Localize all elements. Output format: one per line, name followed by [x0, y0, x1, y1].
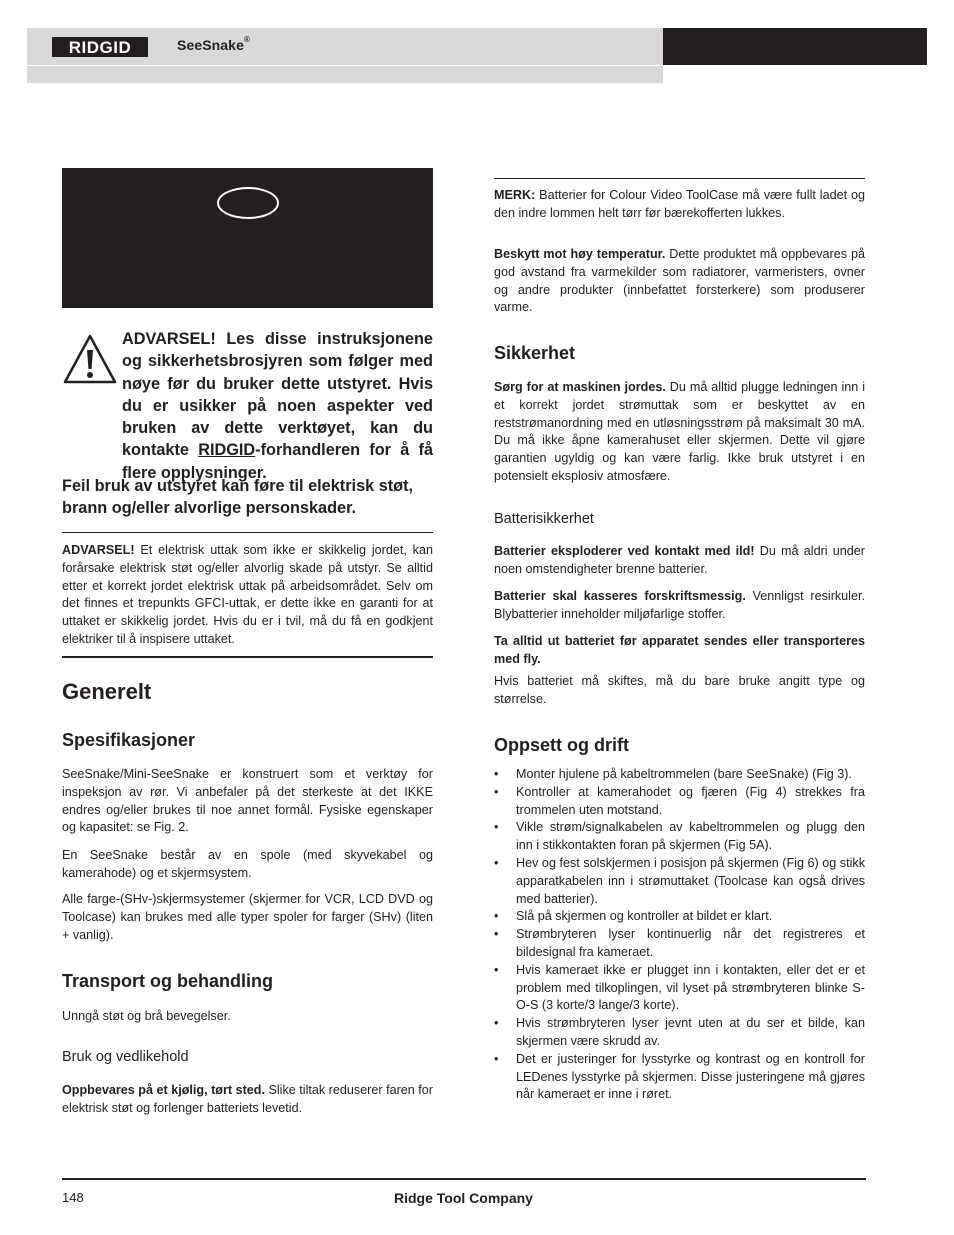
battery-paragraph-3: [494, 633, 865, 669]
footer-company: Ridge Tool Company: [394, 1190, 533, 1206]
header-black-tab: [663, 28, 927, 66]
battery-paragraph-2: [494, 588, 865, 624]
bullet-icon: •: [494, 909, 499, 924]
list-item-text: Hvis kameraet ikke er plugget inn i kontakten, eller det er et problem med tilkoplingen, vil lyset på strømbryteren blinke S-O-S (3 korte/3 lange/3 korte).: [516, 962, 865, 1013]
ground-lead: Sørg for at maskinen jordes.: [494, 380, 666, 394]
heat-lead: Beskytt mot høy temperatur.: [494, 247, 666, 261]
use-paragraph: [62, 1082, 433, 1118]
list-item: [494, 962, 865, 1015]
bullet-icon: •: [494, 962, 499, 977]
list-item-text: Slå på skjermen og kontroller at bildet er klart.: [516, 909, 773, 924]
list-item: [494, 784, 865, 820]
bullet-icon: •: [494, 855, 499, 870]
heat-text: Dette produktet må oppbevares på god avstand fra varmekilder som radiatorer, varmeristers, ovner og andre produkter (innbefattet forsterkere) som produserer varme.: [494, 247, 865, 315]
list-item-text: Det er justeringer for lysstyrke og kontrast og en kontroll for LEDenes lysstyrke på skjermen. Disse justeringene må gjøres når kameraet er inne i røret.: [516, 1051, 865, 1102]
list-item-text: Hev og fest solskjermen i posisjon på skjermen (Fig 6) og stikk apparatkabelen inn i strømuttaket (Toolcase kan også drives med batterier).: [516, 855, 865, 906]
warning-end: -forhandleren for å få flere opplysninger.: [122, 441, 433, 482]
battery-1-lead: Batterier eksploderer ved kontakt med ild!: [494, 544, 755, 558]
list-item: [494, 766, 865, 784]
divider: [494, 178, 865, 179]
list-item-text: Monter hjulene på kabeltrommelen (bare SeeSnake) (Fig 3).: [516, 767, 853, 781]
setup-list: [494, 766, 865, 1104]
ground-text: Du må alltid plugge ledningen inn i et korrekt jordet strømuttak som er beskyttet av en reststrømanordning med en utløsningsstrøm på maksimalt 30 mA. Du må ikke åpne kamerahuset eller skjermen. Dette vil gjøre garantien ugyldig og kan være farlig. Ikke bruk utstyret i en potensielt eksplosiv atmosfære.: [494, 380, 865, 483]
use-lead: Oppbevares på et kjølig, tørt sted.: [62, 1083, 265, 1097]
list-item-text: Hvis strømbryteren lyser jevnt uten at du ser et bilde, kan skjermen være skrudd av.: [516, 1016, 865, 1048]
outlet-warning: [62, 542, 433, 649]
specs-paragraph-1: SeeSnake/Mini-SeeSnake er konstruert som et verktøy for inspeksjon av rør. Vi anbefaler på det sterkeste at det IKKE endres og/eller brukes til noe annet formål. Fysiske egenskaper og kapasitet: se Fig. 2.: [62, 767, 433, 835]
warning-lead: ADVARSEL!: [122, 330, 216, 348]
list-item: [494, 855, 865, 908]
outlet-warning-text: Et elektrisk uttak som ikke er skikkelig jordet, kan forårsake elektrisk støt og/eller alvorlig skade på utstyr. Se alltid etter et korrekt jordet elektrisk uttak på arbeidsområdet. Selv om det finnes et trepunkts GFCI-uttak, er dette ikke en garanti for at uttaket er skikkelig jordet. Hvis du er i tvil, må du få en godkjent elektriker til å inspisere uttaket.: [62, 543, 433, 646]
section-title-specs: Spesifikasjoner: [62, 730, 196, 750]
warning-text: [62, 328, 433, 484]
list-item-text: Kontroller at kamerahodet og fjæren (Fig 4) strekkes fra trommelen uten motstand.: [516, 784, 865, 817]
bullet-icon: •: [494, 820, 499, 835]
battery-2-lead: Batterier skal kasseres forskriftsmessig.: [494, 589, 746, 603]
bullet-icon: •: [494, 767, 499, 781]
bullet-icon: •: [494, 1016, 499, 1031]
list-item-text: Strømbryteren lyser kontinuerlig når det registreres et bildesignal fra kameraet.: [516, 927, 865, 959]
note-lead: MERK:: [494, 188, 536, 202]
use-text: Slike tiltak reduserer faren for elektrisk støt og forlenger batteriets levetid.: [62, 1083, 433, 1115]
transport-paragraph: Unngå støt og brå bevegelser.: [62, 1009, 231, 1023]
note-paragraph: [494, 187, 865, 223]
ridgid-link[interactable]: RIDGID: [198, 441, 256, 460]
warning-body: Les disse instruksjonene og sikkerhetsbrosjyren som følger med nøye før du bruker dette utstyret. Hvis du er usikker på noen aspekter ved bruken av dette verktøyet, kan du kontakte: [122, 330, 433, 460]
product-title: [177, 37, 250, 53]
header-divider: [27, 65, 927, 66]
ground-paragraph: [494, 379, 865, 486]
section-title-use: Bruk og vedlikehold: [62, 1049, 189, 1065]
footer-divider: [62, 1178, 866, 1180]
battery-paragraph-1: [494, 543, 865, 579]
warning-consequence: Feil bruk av utstyret kan føre til elektrisk støt, brann og/eller alvorlige personskader.: [62, 477, 414, 518]
divider: [62, 532, 433, 533]
list-item: [494, 1051, 865, 1104]
outlet-warning-lead: ADVARSEL!: [62, 543, 135, 557]
list-item: [494, 819, 865, 855]
list-item-text: Vikle strøm/signalkabelen av kabeltrommelen og plugg den inn i stikkontakten foran på skjermen (Fig 5A).: [516, 820, 865, 853]
oval-marker: [217, 187, 279, 219]
section-title-safety: Sikkerhet: [494, 343, 576, 363]
battery-2-text: Vennligst resirkuler. Blybatterier inneholder miljøfarlige stoffer.: [494, 589, 865, 621]
registered-mark: ®: [243, 35, 250, 44]
section-title-generelt: Generelt: [62, 679, 152, 704]
battery-1-text: Du må aldri under noen omstendigheter brenne batterier.: [494, 544, 865, 576]
battery-paragraph-4: Hvis batteriet må skiftes, må du bare bruke angitt type og størrelse.: [494, 674, 865, 706]
page-number: 148: [62, 1190, 84, 1205]
bullet-icon: •: [494, 927, 499, 942]
bullet-icon: •: [494, 1051, 499, 1066]
logo-text: RIDGID: [68, 38, 132, 57]
bullet-icon: •: [494, 784, 499, 799]
specs-paragraph-2: En SeeSnake består av en spole (med skyvekabel og kamerahode) og et skjermsystem.: [62, 848, 433, 880]
battery-3-lead: Ta alltid ut batteriet før apparatet sendes eller transporteres med fly.: [494, 634, 865, 666]
ridgid-logo: [52, 34, 148, 60]
heat-paragraph: [494, 246, 865, 317]
list-item: [494, 1015, 865, 1051]
section-title-battery: Batterisikkerhet: [494, 511, 594, 527]
list-item: [494, 926, 865, 962]
specs-paragraph-3: Alle farge-(SHv-)skjermsystemer (skjermer for VCR, LCD DVD og Toolcase) kan brukes med alle typer spoler for farger (SHv) (liten + vanlig).: [62, 892, 433, 942]
divider: [62, 656, 433, 658]
section-title-setup: Oppsett og drift: [494, 735, 629, 755]
note-text: Batterier for Colour Video ToolCase må være fullt ladet og den indre lommen helt tørr før bærekofferten lukkes.: [494, 188, 865, 220]
section-title-transport: Transport og behandling: [62, 971, 273, 991]
list-item: [494, 908, 865, 926]
product-name: SeeSnake: [177, 37, 244, 53]
